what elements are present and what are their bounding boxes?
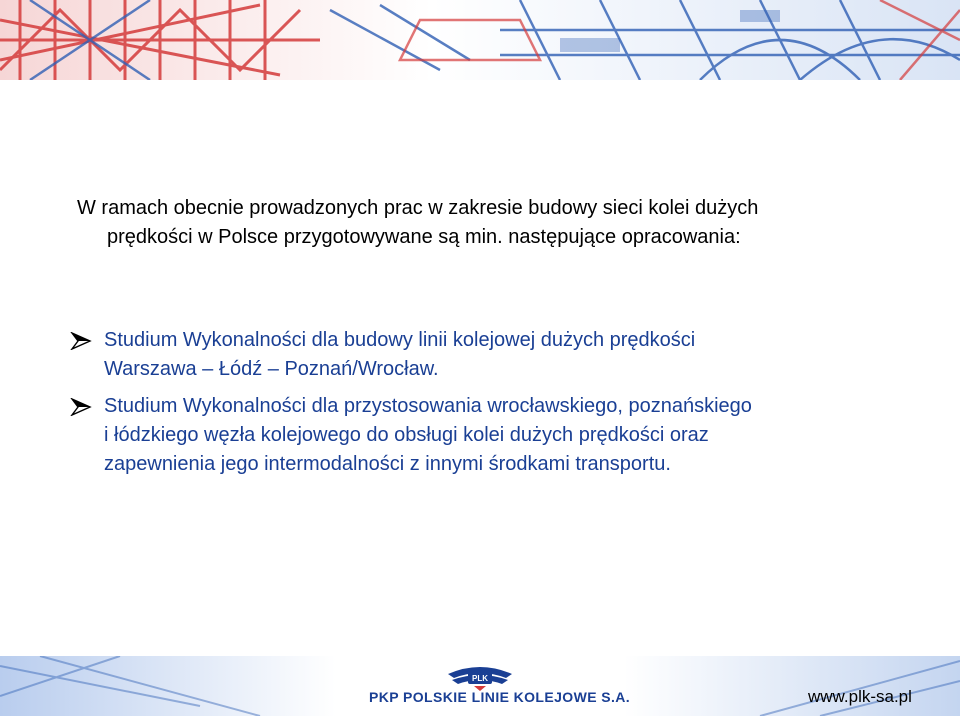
intro-line-1: W ramach obecnie prowadzonych prac w zakresie budowy sieci kolei dużych (77, 197, 759, 219)
bullet-list (70, 326, 930, 487)
intro-line-2: prędkości w Polsce przygotowywane są min. następujące opracowania: (107, 226, 741, 248)
bullet-2-line-1: Studium Wykonalności dla przystosowania wrocławskiego, poznańskiego (104, 395, 752, 417)
bullet-2-line-3: zapewnienia jego intermodalności z innymi środkami transportu. (104, 453, 671, 475)
bullet-item-1 (70, 326, 930, 384)
arrow-bullet-icon (70, 332, 92, 350)
bullet-1-line-2: Warszawa – Łódź – Poznań/Wrocław. (104, 358, 439, 380)
bullet-2-line-2: i łódzkiego węzła kolejowego do obsługi kolei dużych prędkości oraz (104, 424, 709, 446)
arrow-bullet-icon (70, 398, 92, 416)
bullet-1-line-1: Studium Wykonalności dla budowy linii kolejowej dużych prędkości (104, 329, 696, 351)
company-name: PKP POLSKIE LINIE KOLEJOWE S.A. (369, 689, 631, 705)
website-link[interactable]: www.plk-sa.pl (808, 687, 912, 706)
logo-lettering: PLK (472, 674, 488, 683)
bullet-item-2 (70, 392, 930, 479)
intro-paragraph (77, 194, 917, 252)
plk-logo-icon (446, 662, 514, 692)
